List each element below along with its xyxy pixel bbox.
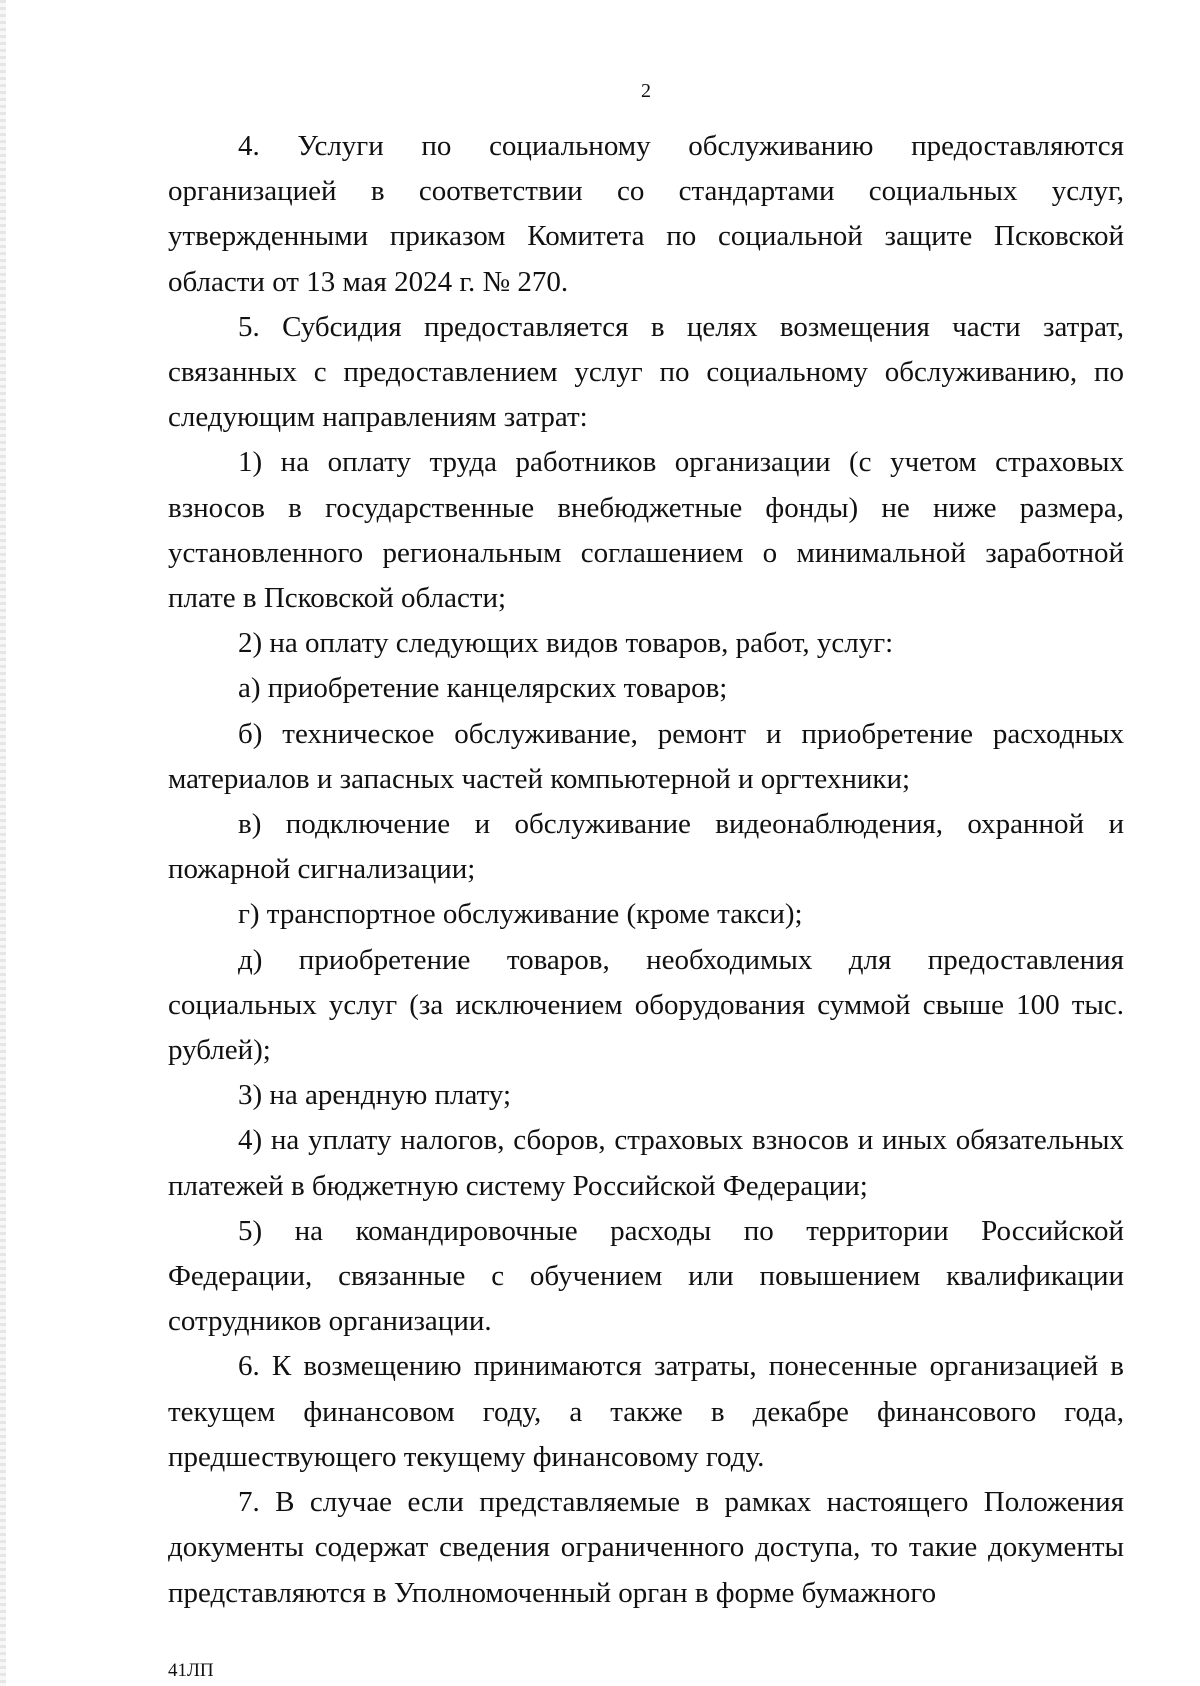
subitem-3-rent: 3) на арендную плату; — [238, 1079, 512, 1112]
subitem-g-transport: г) транспортное обслуживание (кроме такси); — [238, 898, 803, 931]
scan-edge — [0, 0, 6, 1686]
paragraph-item-4: 4. Услуги по социальному обслуживанию предоставляются организацией в соответствии со стандартами социальных услуг, утвержденными приказом Комитета по социальной защите Псковской области от 13 мая 2024 г. № 270. — [168, 130, 1124, 298]
subitem-d-goods: д) приобретение товаров, необходимых для предоставления социальных услуг (за исключением оборудования суммой свыше 100 тыс. рублей); — [168, 943, 1124, 1067]
paragraph-item-6: 6. К возмещению принимаются затраты, понесенные организацией в текущем финансовом году, а также в декабре финансового года, предшествующего текущему финансовому году. — [168, 1350, 1124, 1473]
document-body — [168, 124, 1124, 1616]
footer-code: 41ЛП — [168, 1660, 214, 1681]
subitem-a-stationery: а) приобретение канцелярских товаров; — [238, 672, 728, 705]
subitem-b-maintenance: б) техническое обслуживание, ремонт и приобретение расходных материалов и запасных частей компьютерной и оргтехники; — [168, 717, 1124, 795]
subitem-v-surveillance: в) подключение и обслуживание видеонаблюдения, охранной и пожарной сигнализации; — [168, 808, 1124, 886]
paragraph-item-5: 5. Субсидия предоставляется в целях возмещения части затрат, связанных с предоставлением услуг по социальному обслуживанию, по следующим направлениям затрат: — [168, 310, 1124, 434]
subitem-2-goods-services: 2) на оплату следующих видов товаров, работ, услуг: — [238, 627, 894, 660]
paragraph-item-7: 7. В случае если представляемые в рамках настоящего Положения документы содержат сведения ограниченного доступа, то такие документы представляются в Уполномоченный орган в форме бумажного — [168, 1486, 1124, 1609]
page-number: 2 — [641, 80, 651, 102]
subitem-1-labor: 1) на оплату труда работников организации (с учетом страховых взносов в государственные внебюджетные фонды) не ниже размера, установленного региональным соглашением о минимальной заработной плате в Псковской области; — [168, 446, 1124, 615]
subitem-5-travel: 5) на командировочные расходы по территории Российской Федерации, связанные с обучением или повышением квалификации сотрудников организации. — [168, 1214, 1124, 1338]
subitem-4-taxes: 4) на уплату налогов, сборов, страховых взносов и иных обязательных платежей в бюджетную систему Российской Федерации; — [168, 1124, 1124, 1202]
